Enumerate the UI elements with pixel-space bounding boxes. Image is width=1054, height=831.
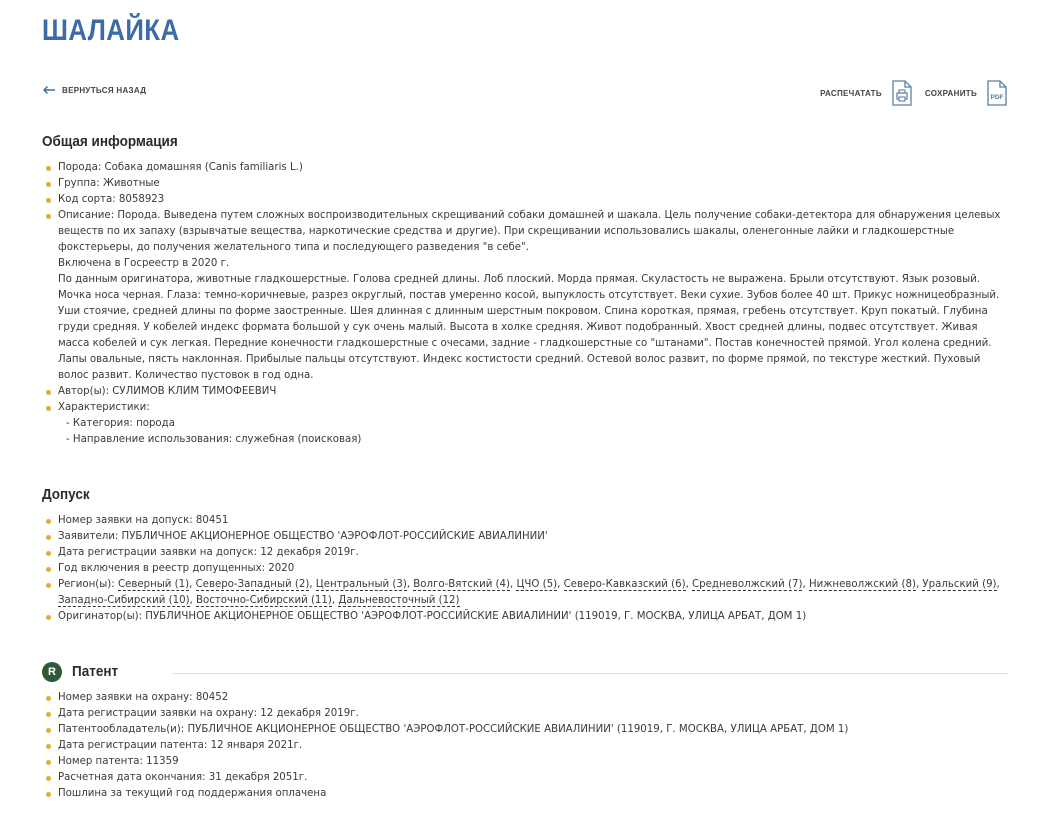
regions-prefix: Регион(ы): [58, 579, 118, 590]
list-item: Дата регистрации патента: 12 января 2021г. [42, 738, 1008, 754]
list-item: Код сорта: 8058923 [42, 192, 1008, 208]
list-item: Номер патента: 11359 [42, 754, 1008, 770]
region-link[interactable]: Северо-Западный (2) [195, 579, 310, 590]
description-text: Включена в Госреестр в 2020 г. [58, 258, 230, 269]
regions-item [42, 577, 1008, 609]
region-link[interactable]: Дальневосточный (12) [338, 595, 460, 606]
print-label: РАСПЕЧАТАТЬ [820, 88, 882, 98]
region-link[interactable]: Северный (1) [117, 579, 190, 590]
region-link[interactable]: Средневолжский (7) [692, 579, 803, 590]
patent-header [42, 660, 1008, 684]
arrow-left-icon [42, 85, 56, 95]
pdf-icon-text: PDF [990, 94, 1004, 101]
list-item: Год включения в реестр допущенных: 2020 [42, 561, 1008, 577]
back-label: ВЕРНУТЬСЯ НАЗАД [62, 85, 147, 95]
list-item: Заявители: ПУБЛИЧНОЕ АКЦИОНЕРНОЕ ОБЩЕСТВО 'АЭРОФЛОТ-РОССИЙСКИЕ АВИАЛИНИИ' [42, 529, 1008, 545]
list-item: Патентообладатель(и): ПУБЛИЧНОЕ АКЦИОНЕРНОЕ ОБЩЕСТВО 'АЭРОФЛОТ-РОССИЙСКИЕ АВИАЛИНИИ' (119019, Г. МОСКВА, УЛИЦА АРБАТ, ДОМ 1) [42, 722, 1008, 738]
list-item: Номер заявки на допуск: 80451 [42, 513, 1008, 529]
admission-heading: Допуск [42, 486, 90, 503]
list-item: Номер заявки на охрану: 80452 [42, 690, 1008, 706]
region-link[interactable]: ЦЧО (5) [516, 579, 558, 590]
characteristic-usage: - Направление использования: служебная (поисковая) [66, 434, 362, 445]
region-link[interactable]: Северо-Кавказский (6) [563, 579, 686, 590]
characteristics-label: Характеристики: [58, 402, 150, 413]
region-link[interactable]: Центральный (3) [315, 579, 407, 590]
pdf-icon [986, 80, 1008, 106]
toolbar [42, 80, 1008, 108]
description-text: Описание: Порода. Выведена путем сложных воспроизводительных скрещиваний собаки домашней и шакала. Цель получение собаки-детектора для обнаружения целевых веществ по их запаху (взрывчатые вещества, наркотические средства и другие). При скрещивании использовались шакалы, оленегонные лайки и гладкошерстные фокстерьеры, до получения желательного типа и последующего разведения "в себе". [58, 210, 1001, 253]
list-item: Оригинатор(ы): ПУБЛИЧНОЕ АКЦИОНЕРНОЕ ОБЩЕСТВО 'АЭРОФЛОТ-РОССИЙСКИЕ АВИАЛИНИИ' (119019, Г. МОСКВА, УЛИЦА АРБАТ, ДОМ 1) [42, 609, 1008, 625]
regions-list: Северный (1), Северо-Западный (2), Центральный (3), Волго-Вятский (4), ЦЧО (5), Северо-Кавказский (6), Средневолжский (7), Нижневолжский (8), Уральский (9), Западно-Сибирский (10), Восточно-Сибирский (11), Дальневосточный (12) [58, 579, 1000, 606]
list-item: Расчетная дата окончания: 31 декабря 2051г. [42, 770, 1008, 786]
patent-list [42, 690, 1008, 802]
page-title: ШАЛАЙКА [42, 14, 180, 47]
divider [172, 673, 1008, 674]
region-link[interactable]: Волго-Вятский (4) [413, 579, 510, 590]
toolbar-actions [808, 80, 1008, 106]
list-item: Дата регистрации заявки на охрану: 12 декабря 2019г. [42, 706, 1008, 722]
region-link[interactable]: Нижневолжский (8) [808, 579, 916, 590]
region-link[interactable]: Восточно-Сибирский (11) [196, 595, 332, 606]
patent-heading: Патент [72, 663, 119, 680]
save-label: СОХРАНИТЬ [924, 88, 977, 98]
list-item: Автор(ы): СУЛИМОВ КЛИМ ТИМОФЕЕВИЧ [42, 384, 1008, 400]
general-heading: Общая информация [42, 133, 178, 150]
region-link[interactable]: Уральский (9) [922, 579, 997, 590]
description-text: По данным оригинатора, животные гладкошерстные. Голова средней длины. Лоб плоский. Морда прямая. Скуластость не выражена. Брыли отсутствуют. Язык розовый. Мочка носа черная. Глаза: темно-коричневые, разрез округлый, постав умеренно косой, выпуклость отсутствует. Веки сухие. Зубов более 40 шт. Прикус ножницеобразный. Уши стоячие, средней длины по форме заостренные. Шея длинная с длинным шерстным покровом. Спина короткая, прямая, гребень отсутствует. Круп покатый. Глубина груди средняя. У кобелей индекс формата большой у сук очень малый. Высота в холке средняя. Живот подобранный. Хвост средней длины, подвес отсутствует. Живая масса кобелей и сук легкая. Передние конечности гладкошерстные с очесами, задние - гладкошерстные со "штанами". Постав конечностей прямой. Угол колена средний. Лапы овальные, пясть наклонная. Прибылые пальцы отсутствуют. Индекс костистости средний. Остевой волос развит, по форме прямой, по текстуре жесткий. Пуховый волос развит. Количество пустовок в год одна. [58, 274, 1000, 381]
save-button[interactable] [925, 80, 1008, 106]
print-button[interactable] [820, 80, 913, 106]
list-item: Пошлина за текущий год поддержания оплачена [42, 786, 1008, 802]
registered-badge-icon: R [42, 662, 62, 682]
back-link[interactable] [42, 85, 146, 95]
general-list [42, 160, 1008, 448]
region-link[interactable]: Западно-Сибирский (10) [58, 595, 190, 606]
list-item: Группа: Животные [42, 176, 1008, 192]
description-item [42, 208, 1008, 384]
characteristic-category: - Категория: порода [66, 418, 175, 429]
characteristics-item [42, 400, 1008, 448]
admission-list [42, 513, 1008, 625]
list-item: Дата регистрации заявки на допуск: 12 декабря 2019г. [42, 545, 1008, 561]
printer-icon [891, 80, 913, 106]
list-item: Порода: Собака домашняя (Canis familiaris L.) [42, 160, 1008, 176]
